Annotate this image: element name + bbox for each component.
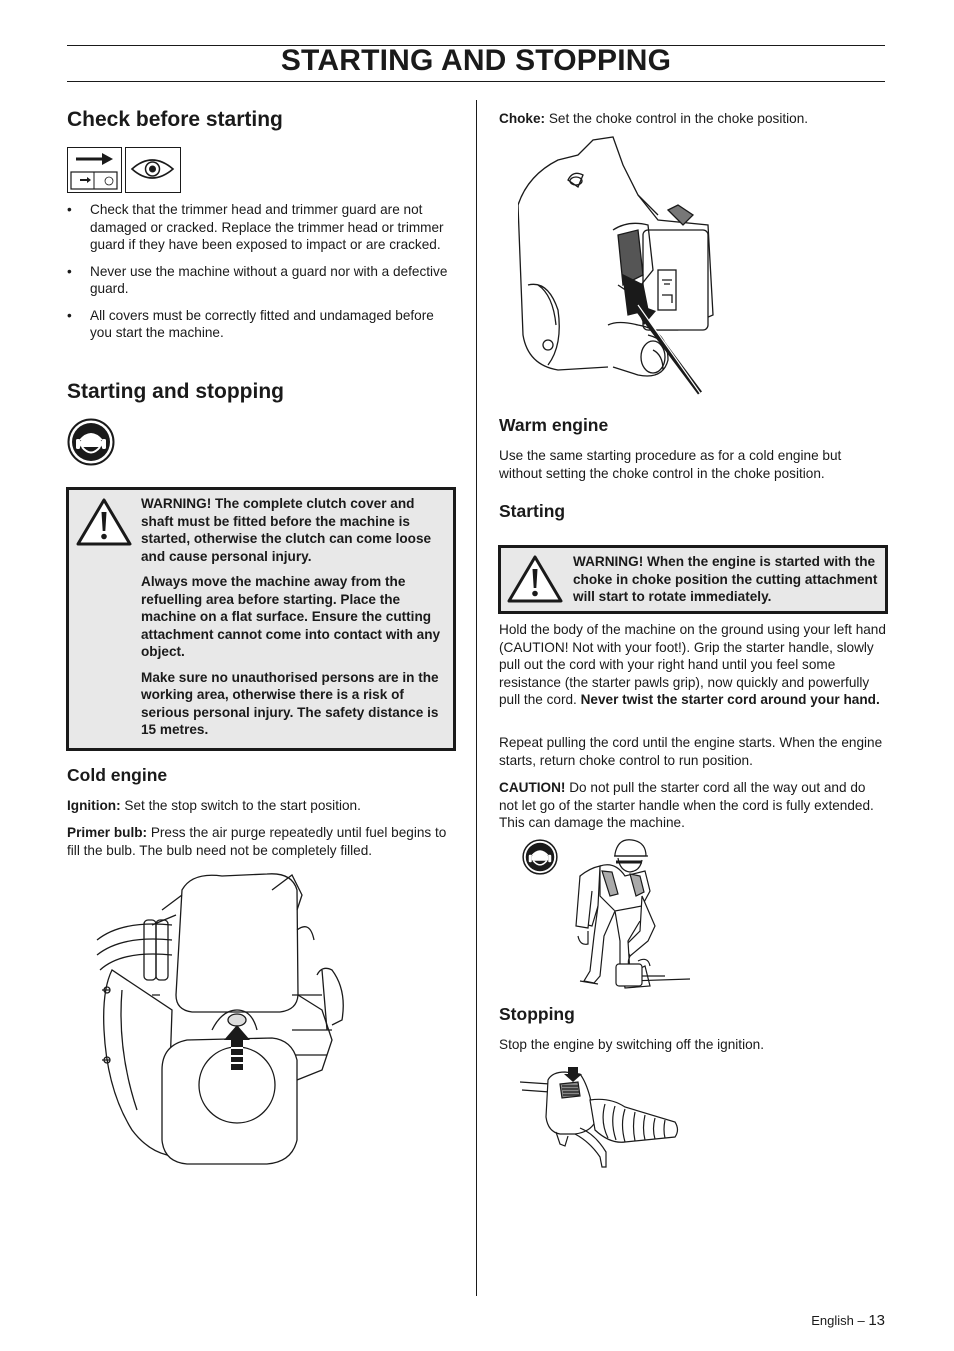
stopping-heading: Stopping: [499, 1004, 575, 1024]
choke-warning-box: [498, 545, 888, 614]
primer-label: Primer bulb:: [67, 825, 148, 840]
cold-engine-heading: Cold engine: [67, 765, 168, 785]
eye-icon: [125, 147, 181, 193]
list-item: • Never use the machine without a guard nor with a defective guard.: [67, 263, 455, 298]
choke-control-illustration: [518, 135, 723, 400]
warning-paragraph: WARNING! When the engine is started with the choke in choke position the cutting attachment will start to rotate immediately.: [573, 554, 878, 604]
footer-language: English: [811, 1313, 854, 1328]
stopping-text: Stop the engine by switching off the ignition.: [499, 1037, 765, 1052]
page-footer: [811, 1312, 885, 1329]
footer-dash: –: [853, 1313, 869, 1328]
protective-equipment-icon: [67, 418, 115, 466]
ignition-label: Ignition:: [67, 798, 121, 813]
operator-starting-illustration: [570, 836, 695, 994]
check-before-starting-heading: Check before starting: [67, 108, 283, 131]
column-divider: [476, 100, 477, 1296]
primer-bulb-illustration: [92, 870, 362, 1170]
starting-instructions: [499, 621, 887, 709]
warm-engine-text: Use the same starting procedure as for a cold engine but without setting the choke control in the choke position.: [499, 448, 842, 481]
warning-paragraph: Always move the machine away from the refuelling area before starting. Place the machine on a flat surface. Ensure the cutting attachment cannot come into contact with any object.: [141, 574, 441, 659]
primer-text: Press the air purge repeatedly until fuel begins to fill the bulb. The bulb need not be completely filled.: [67, 825, 447, 858]
list-item: • Check that the trimmer head and trimmer guard are not damaged or cracked. Replace the trimmer head or trimmer guard if they have been exposed to impact or are cracked.: [67, 201, 455, 254]
warning-paragraph: Make sure no unauthorised persons are in the working area, otherwise there is a risk of serious personal injury. The safety distance is 15 metres.: [141, 669, 439, 737]
starting-heading: Starting: [499, 501, 566, 521]
choke-instruction: [499, 110, 887, 128]
caution-body: Do not pull the starter cord all the way out and do not let go of the starter handle when the cord is fully extended. This can damage the machine.: [499, 780, 874, 830]
choke-text: Set the choke control in the choke position.: [545, 111, 809, 126]
caution-label: CAUTION!: [499, 780, 566, 795]
ignition-text: Set the stop switch to the start position.: [120, 798, 361, 813]
warning-triangle-icon: [506, 554, 564, 604]
list-item: • All covers must be correctly fitted and undamaged before you start the machine.: [67, 307, 455, 342]
warning-triangle-icon: [75, 497, 133, 547]
check-list: [67, 201, 455, 351]
page-number: 13: [868, 1312, 885, 1329]
starting-text: Hold the body of the machine on the ground using your left hand (CAUTION! Not with your foot!). Grip the starter handle, slowly pull out the cord with your right hand until you feel some resistance (the starter pawls grip), now quickly and powerfully pull the cord.: [499, 622, 886, 707]
protective-equipment-icon: [522, 839, 558, 875]
starting-bold-text: Never twist the starter cord around your hand.: [580, 692, 880, 707]
repeat-pull-text: Repeat pulling the cord until the engine starts. When the engine starts, return choke control to run position.: [499, 735, 883, 768]
header-bottom-rule: [67, 81, 885, 82]
page-title: STARTING AND STOPPING: [280, 44, 672, 77]
caution-text: [499, 779, 887, 832]
starting-and-stopping-heading: Starting and stopping: [67, 380, 284, 403]
primer-bulb-instruction: [67, 824, 457, 859]
warning-paragraph: WARNING! The complete clutch cover and shaft must be fitted before the machine is started, otherwise the clutch can come loose and cause personal injury.: [141, 496, 432, 564]
warm-engine-heading: Warm engine: [499, 415, 609, 435]
ignition-instruction: [67, 797, 457, 815]
clutch-warning-box: [66, 487, 456, 751]
read-manual-icon: [67, 147, 122, 193]
stop-switch-illustration: [520, 1062, 680, 1172]
choke-label: Choke:: [499, 111, 546, 126]
